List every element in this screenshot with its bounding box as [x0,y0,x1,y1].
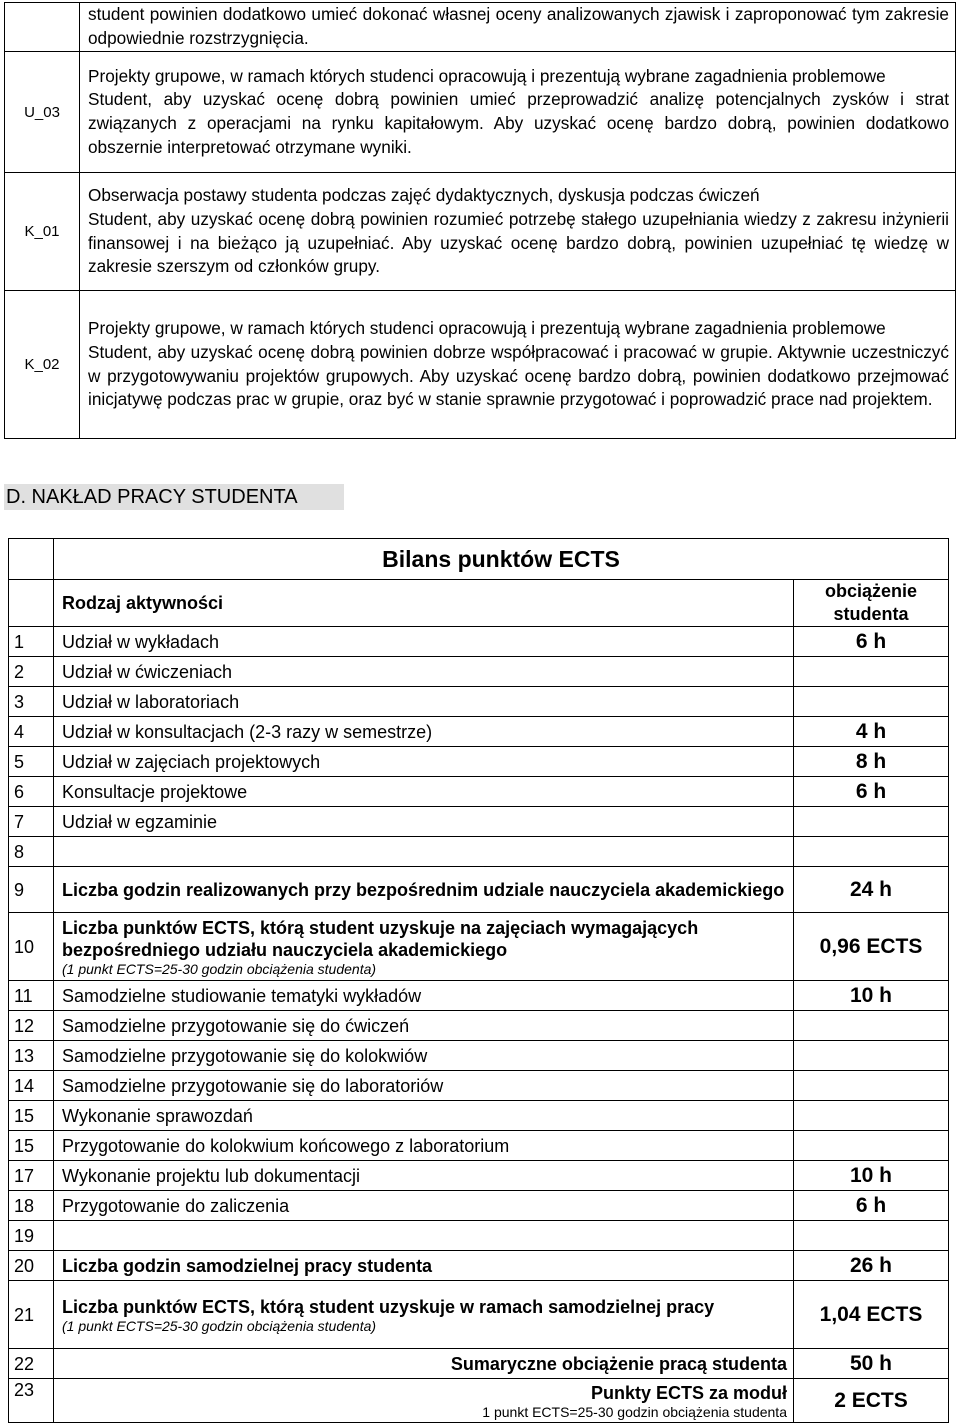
activity-row [9,1161,949,1191]
activity-text: Konsultacje projektowe [62,781,248,802]
row-number: 23 [9,1379,54,1423]
activity-row [9,1071,949,1101]
activity-name [54,981,794,1011]
activity-row [9,687,949,717]
student-load: 1,04 ECTS [794,1281,949,1349]
student-load: 6 h [794,1191,949,1221]
student-load: 6 h [794,627,949,657]
activity-text: Samodzielne przygotowanie się do kolokwiów [62,1045,428,1066]
criteria-paragraph: Student, aby uzyskać ocenę dobrą powinien dobrze współpracować i pracować w grupie. Aktywnie uczestniczyć w przygotowywaniu projektów grupowych. Aby uzyskać ocenę bardzo dobrą, powinien dodatkowo przejmować inicjatywę podczas prac w grupie, oraz być w stanie sprawnie przygotować i poprowadzić prace nad projektem. [88,341,949,410]
student-load: 26 h [794,1251,949,1281]
row-number: 19 [9,1221,54,1251]
activity-row [9,717,949,747]
activity-name [54,777,794,807]
activity-name [54,1101,794,1131]
row-number: 2 [9,657,54,687]
student-load [794,1101,949,1131]
activity-name [54,1011,794,1041]
activity-text: Udział w wykładach [62,631,220,652]
activity-name [54,1221,794,1251]
criteria-paragraph: student powinien dodatkowo umieć dokonać własnej oceny analizowanych zjawisk i zaproponować tym zakresie odpowiednie rozstrzygnięcia. [88,4,949,48]
row-number: 22 [9,1349,54,1379]
module-ects-row [9,1379,949,1423]
activity-name [54,627,794,657]
activity-text: Samodzielne przygotowanie się do ćwiczeń [62,1015,410,1036]
caption-blank-cell [9,539,54,580]
student-load [794,837,949,867]
row-number: 4 [9,717,54,747]
criteria-description [80,3,956,52]
activity-row [9,627,949,657]
activity-row [9,807,949,837]
student-load [794,1041,949,1071]
criteria-row [5,3,956,52]
activity-name [54,1379,794,1423]
activity-name: Sumaryczne obciążenie pracą studenta [54,1349,794,1379]
row-number: 3 [9,687,54,717]
header-num-cell [9,580,54,627]
row-number: 10 [9,913,54,981]
activity-name [54,1071,794,1101]
student-load [794,807,949,837]
row-number: 17 [9,1161,54,1191]
ects-note: (1 punkt ECTS=25-30 godzin obciążenia studenta) [62,1317,377,1334]
header-load: obciążenie studenta [794,580,949,627]
activity-text: Samodzielne studiowanie tematyki wykładów [62,985,422,1006]
criteria-description [80,52,956,173]
student-load [794,1131,949,1161]
activity-text: Udział w laboratoriach [62,691,240,712]
assessment-criteria-table [4,2,956,439]
activity-name [54,1131,794,1161]
activity-text: Liczba punktów ECTS, którą student uzyskuje w ramach samodzielnej pracy [62,1296,715,1317]
row-number: 15 [9,1101,54,1131]
row-number: 14 [9,1071,54,1101]
activity-name [54,1161,794,1191]
student-load: 24 h [794,867,949,913]
header-activity: Rodzaj aktywności [54,580,794,627]
student-load [794,1221,949,1251]
activity-text: Przygotowanie do kolokwium końcowego z laboratorium [62,1135,510,1156]
total-load-row [9,1349,949,1379]
activity-row [9,747,949,777]
activity-text: Liczba punktów ECTS, którą student uzyskuje na zajęciach wymagających bezpośredniego udziału nauczyciela akademickiego [62,917,699,960]
activity-row [9,1251,949,1281]
student-load: 50 h [794,1349,949,1379]
activity-name [54,1191,794,1221]
activity-text: Udział w konsultacjach (2-3 razy w semestrze) [62,721,433,742]
criteria-row [5,52,956,173]
criteria-paragraph: Projekty grupowe, w ramach których studenci opracowują i prezentują wybrane zagadnienia problemowe [88,65,886,86]
activity-row [9,1041,949,1071]
activity-text: Udział w zajęciach projektowych [62,751,321,772]
activity-name [54,747,794,777]
activity-name [54,1281,794,1349]
activity-text: Liczba godzin samodzielnej pracy studenta [62,1255,433,1276]
row-number: 9 [9,867,54,913]
activity-text: Samodzielne przygotowanie się do laboratoriów [62,1075,444,1096]
section-heading: D. NAKŁAD PRACY STUDENTA [4,484,344,510]
activity-row [9,777,949,807]
activity-row [9,867,949,913]
criteria-paragraph: Student, aby uzyskać ocenę dobrą powinien umieć przeprowadzić analizę potencjalnych zysków i strat związanych z operacjami na rynku kapitałowym. Aby uzyskać ocenę bardzo dobrą, powinien dodatkowo obszernie interpretować otrzymane wyniki. [88,89,949,157]
activity-name [54,867,794,913]
student-load [794,1071,949,1101]
activity-text: Punkty ECTS za moduł [590,1382,787,1403]
ects-balance-table [8,538,949,1423]
activity-text: Wykonanie sprawozdań [62,1105,253,1126]
activity-row [9,1131,949,1161]
student-load [794,687,949,717]
student-load: 6 h [794,777,949,807]
ects-note: (1 punkt ECTS=25-30 godzin obciążenia studenta) [62,960,377,977]
row-number: 8 [9,837,54,867]
activity-text: Udział w egzaminie [62,811,218,832]
activity-name [54,717,794,747]
activity-name [54,913,794,981]
row-number: 12 [9,1011,54,1041]
activity-text: Wykonanie projektu lub dokumentacji [62,1165,361,1186]
activity-row [9,657,949,687]
criteria-row [5,291,956,439]
criteria-paragraph: Obserwacja postawy studenta podczas zajęć dydaktycznych, dyskusja podczas ćwiczeń [88,185,760,206]
activity-text: Przygotowanie do zaliczenia [62,1195,290,1216]
criteria-description [80,173,956,291]
row-number: 13 [9,1041,54,1071]
activity-name [54,807,794,837]
outcome-code: U_03 [5,52,80,173]
row-number: 1 [9,627,54,657]
activity-name [54,657,794,687]
student-load: 10 h [794,1161,949,1191]
activity-name [54,837,794,867]
activity-row [9,981,949,1011]
outcome-code [5,3,80,52]
criteria-paragraph: Projekty grupowe, w ramach których studenci opracowują i prezentują wybrane zagadnienia problemowe [88,318,886,339]
activity-row [9,1191,949,1221]
row-number: 6 [9,777,54,807]
row-number: 5 [9,747,54,777]
activity-name [54,687,794,717]
student-load [794,1011,949,1041]
row-number: 18 [9,1191,54,1221]
student-load: 2 ECTS [794,1379,949,1423]
row-number: 20 [9,1251,54,1281]
row-number: 11 [9,981,54,1011]
criteria-description [80,291,956,439]
activity-row [9,913,949,981]
student-load: 8 h [794,747,949,777]
student-load: 4 h [794,717,949,747]
activity-name [54,1041,794,1071]
student-load [794,657,949,687]
outcome-code: K_02 [5,291,80,439]
activity-name [54,1251,794,1281]
table-caption: Bilans punktów ECTS [54,539,949,580]
student-load: 0,96 ECTS [794,913,949,981]
activity-row [9,1101,949,1131]
activity-text: Udział w ćwiczeniach [62,661,233,682]
activity-row [9,1221,949,1251]
activity-row [9,1011,949,1041]
ects-note: 1 punkt ECTS=25-30 godzin obciążenia studenta [482,1403,787,1420]
criteria-paragraph: Student, aby uzyskać ocenę dobrą powinien rozumieć potrzebę stałego uzupełniania wiedzy z zakresu inżynierii finansowej i na bieżąco ją uzupełniać. Aby uzyskać ocenę bardzo dobrą, powinien uzupełniać tę wiedzę w zakresie szerszym od członków grupy. [88,208,949,277]
activity-text: Liczba godzin realizowanych przy bezpośrednim udziale nauczyciela akademickiego [62,879,785,900]
student-load: 10 h [794,981,949,1011]
row-number: 7 [9,807,54,837]
activity-row [9,1281,949,1349]
activity-row [9,837,949,867]
outcome-code: K_01 [5,173,80,291]
row-number: 15 [9,1131,54,1161]
row-number: 21 [9,1281,54,1349]
criteria-row [5,173,956,291]
